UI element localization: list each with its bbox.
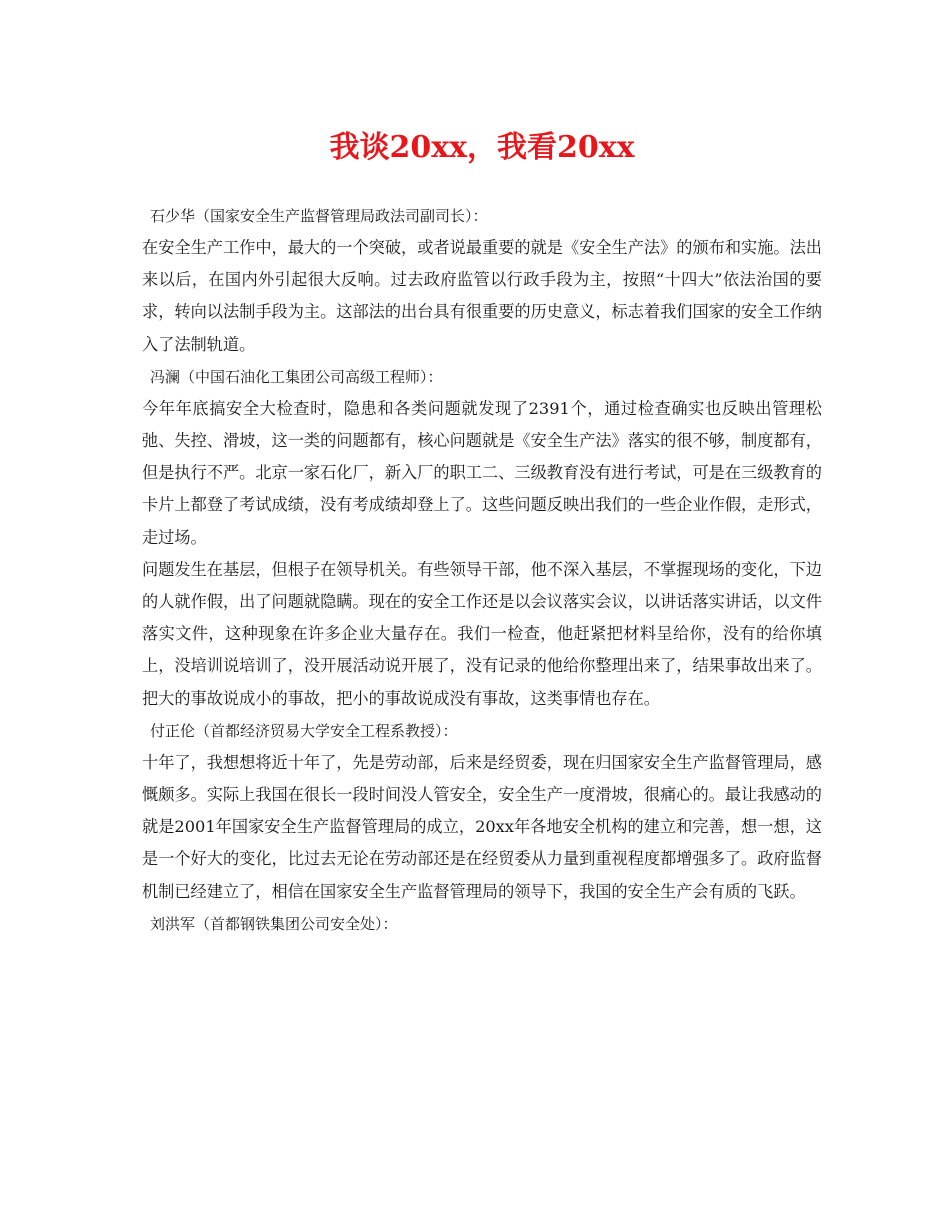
- speaker-heading: 付正伦（首都经济贸易大学安全工程系教授）：: [150, 721, 458, 740]
- paragraph: 今年年底搞安全大检查时，隐患和各类问题就发现了2391个，通过检查确实也反映出管理松弛、失控、滑坡，这一类的问题都有，核心问题就是《安全生产法》落实的很不够，制度都有，但是执行不严。北京一家石化厂，新入厂的职工二、三级教育没有进行考试，可是在三级教育的卡片上都登了考试成绩，没有考成绩却登上了。这些问题反映出我们的一些企业作假，走形式，走过场。: [142, 398, 822, 547]
- speaker-heading: 石少华（国家安全生产监督管理局政法司副司长）：: [150, 207, 488, 225]
- paragraph: 问题发生在基层，但根子在领导机关。有些领导干部，他不深入基层，不掌握现场的变化，下边的人就作假，出了问题就隐瞒。现在的安全工作还是以会议落实会议，以讲话落实讲话，以文件落实文件，这种现象在许多企业大量存在。我们一检查，他赶紧把材料呈给你，没有的给你填上，没培训说培训了，没开展活动说开展了，没有记录的他给你整理出来了，结果事故出来了。把大的事故说成小的事故，把小的事故说成没有事故，这类事情也存在。: [142, 559, 822, 708]
- paragraph: 在安全生产工作中，最大的一个突破，或者说最重要的就是《安全生产法》的颁布和实施。法出来以后，在国内外引起很大反响。过去政府监管以行政手段为主，按照“十四大”依法治国的要求，转向以法制手段为主。这部法的出台具有很重要的历史意义，标志着我们国家的安全工作纳入了法制轨道。: [142, 238, 822, 354]
- paragraph: 十年了，我想想将近十年了，先是劳动部，后来是经贸委，现在归国家安全生产监督管理局，感慨颇多。实际上我国在很长一段时间没人管安全，安全生产一度滑坡，很痛心的。最让我感动的就是2001年国家安全生产监督管理局的成立，20xx年各地安全机构的建立和完善，想一想，这是一个好大的变化，比过去无论在劳动部还是在经贸委从力量到重视程度都增强多了。政府监督机制已经建立了，相信在国家安全生产监督管理局的领导下，我国的安全生产会有质的飞跃。: [142, 752, 822, 901]
- speaker-heading: 刘洪军（首都钢铁集团公司安全处）：: [150, 914, 398, 933]
- document-body: [142, 200, 822, 940]
- speaker-heading: 冯澜（中国石油化工集团公司高级工程师）：: [150, 367, 443, 386]
- document-title: 我谈20xx，我看20xx: [329, 130, 635, 165]
